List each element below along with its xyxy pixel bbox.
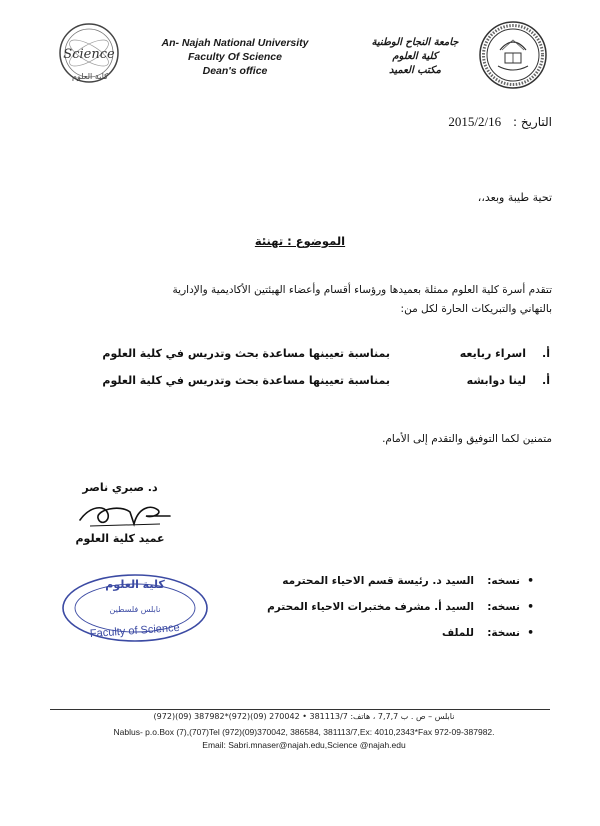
honoree-reason: بمناسبة تعيينها مساعدة بحث وتدريس في كلية العلوم: [102, 347, 390, 360]
bullet-icon: •: [527, 575, 534, 587]
en-header-line-2: Faculty Of Science: [188, 51, 282, 63]
stamp-bottom-text: Faculty of Science: [89, 621, 181, 641]
copy-label: نسخه:: [487, 575, 520, 587]
copy-item: [230, 627, 534, 645]
honoree-letter: أ.: [542, 374, 550, 387]
copy-recipient: السيد د. رئيسة قسم الاحياء المحترمه: [282, 575, 474, 587]
copy-item: [230, 575, 534, 593]
footer-address-ar: نابلس – ص . ب 7,7,7 ، هاتف: 381113/7 • 270042 (09)(972)*387982 (09)(972): [153, 712, 455, 721]
copy-label: نسخة:: [487, 627, 520, 639]
subject-line: الموضوع : تهنئة: [254, 234, 346, 248]
honoree-reason: بمناسبة تعيينها مساعدة بحث وتدريس في كلية العلوم: [102, 374, 390, 387]
footer-email: Email: Sabri.mnaser@najah.edu,Science @najah.edu: [202, 740, 406, 750]
handwritten-signature: [60, 498, 180, 532]
intro-line-1: تتقدم أسرة كلية العلوم ممثلة بعميدها ورؤساء أقسام وأعضاء الهيئتين الأكاديمية والإدارية: [172, 284, 552, 296]
logo-science-text: Science: [63, 47, 115, 62]
greeting: تحية طيبة وبعد،،: [477, 191, 552, 204]
stamp-middle-text: نابلس فلسطين: [109, 605, 161, 614]
date-line: [252, 114, 552, 130]
arabic-header: [345, 36, 485, 78]
ar-header-line-1: جامعة النجاح الوطنية: [371, 37, 459, 48]
bullet-icon: •: [527, 601, 534, 613]
honoree-name: اسراء ربايعه: [459, 347, 526, 360]
ar-header-line-3: مكتب العميد: [389, 65, 441, 76]
english-header: [150, 36, 320, 78]
honoree-letter: أ.: [542, 347, 550, 360]
closing-line: متمنين لكما التوفيق والتقدم إلى الأمام.: [382, 433, 552, 445]
footer-address-en: Nablus- p.o.Box (7),(707)Tel (972)(09)370042, 386584, 381113/7,Ex: 4010,2343*Fax 972-09-387982.: [113, 727, 495, 737]
honoree-row: [90, 374, 550, 394]
intro-paragraph: [82, 281, 552, 319]
ar-header-line-2: كلية العلوم: [392, 51, 438, 62]
copy-label: نسخه:: [487, 601, 520, 613]
signer-title: عميد كلية العلوم: [75, 532, 165, 545]
en-header-line-1: An- Najah National University: [161, 37, 309, 49]
footer-divider: [50, 709, 550, 710]
faculty-stamp: [60, 572, 210, 644]
en-header-line-3: Dean's office: [202, 65, 268, 77]
bullet-icon: •: [527, 627, 534, 639]
honoree-name: لينا دوابشه: [466, 374, 526, 387]
stamp-top-text: كلية العلوم: [105, 578, 165, 591]
date-value: 2015/2/16: [448, 114, 502, 129]
signer-name: د. صبري ناصر: [82, 481, 158, 494]
date-label: التاريخ :: [512, 115, 552, 129]
logo-caption: كلية العلوم: [72, 72, 108, 81]
intro-line-2: بالتهاني والتبريكات الحارة لكل من:: [400, 303, 552, 315]
copy-recipient: السيد أ. مشرف مختبرات الاحياء المحترم: [267, 601, 474, 613]
copy-recipient: للملف: [441, 627, 474, 639]
copy-item: [230, 601, 534, 619]
university-seal: [478, 20, 548, 90]
honoree-row: [90, 347, 550, 367]
